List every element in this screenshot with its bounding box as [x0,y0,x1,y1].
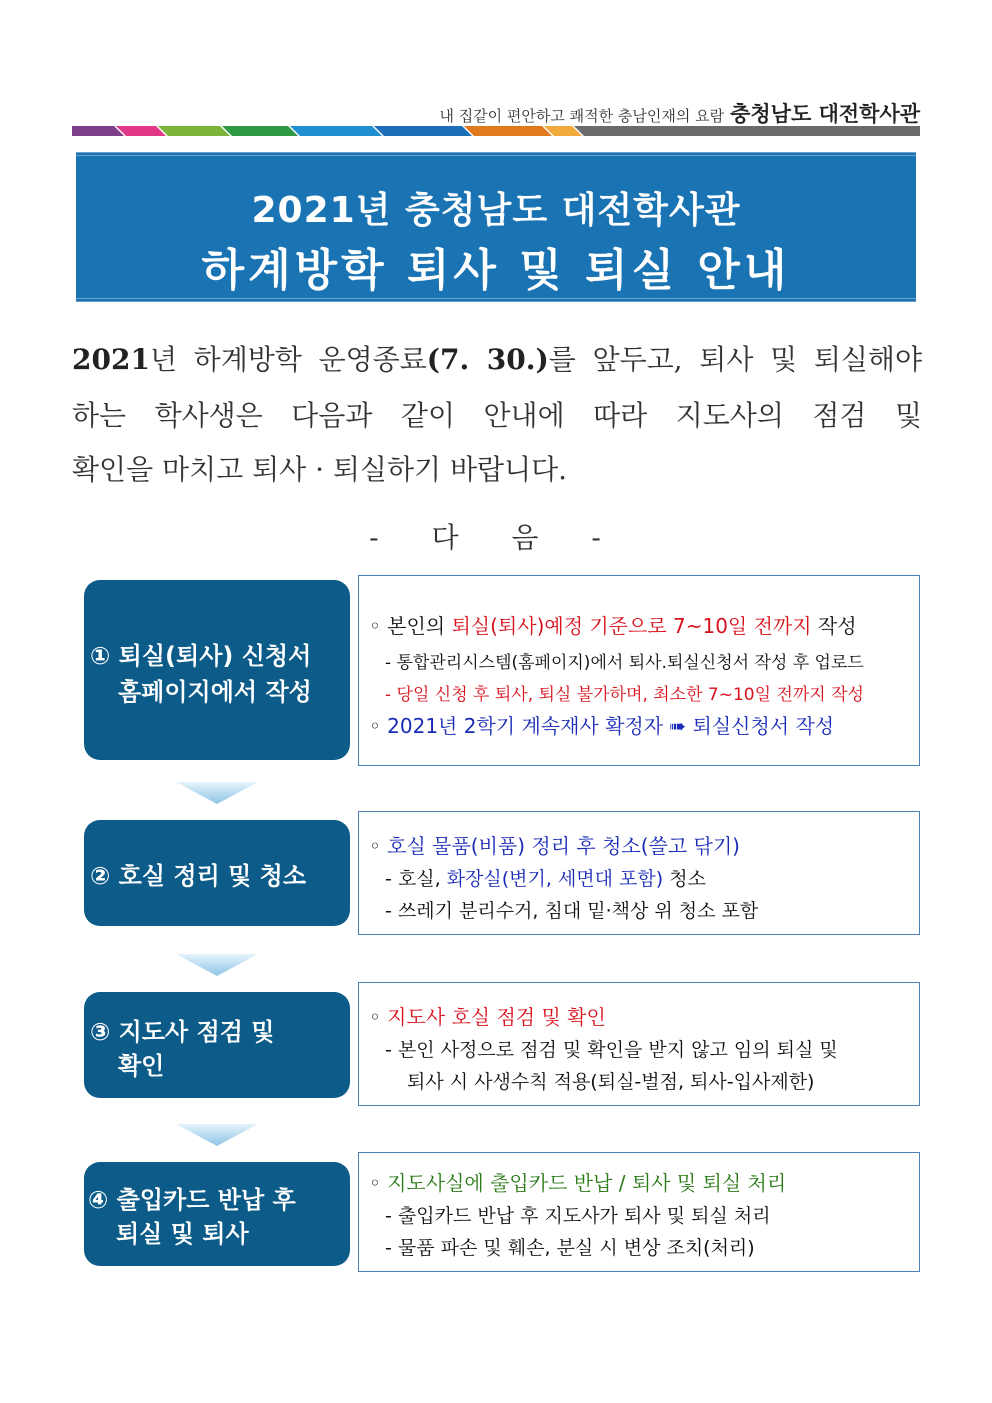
step1-label-line1: ① 퇴실(퇴사) 신청서 [90,642,312,670]
step1-extra-line [369,710,834,739]
banner-title-line1: 2021년 충청남도 대전학사관 [251,190,741,231]
bullet-mark: ◦ [369,1005,381,1029]
down-arrow-icon [176,954,258,976]
step3-label-box [84,992,350,1098]
step1-main-post: 작성 [811,614,857,638]
banner-title-line2: 하계방학 퇴사 및 퇴실 안내 [201,245,791,296]
step4-main-line [369,1167,786,1196]
step3-main-line [369,1001,606,1030]
step1-description-box [358,575,920,766]
decorative-color-stripe [72,124,920,138]
step4-sub-line2: - 물품 파손 및 훼손, 분실 시 변상 조치(처리) [385,1237,755,1259]
step2-sub1-pre: - 호실, [385,868,447,890]
step2-sub-line1 [385,864,706,891]
intro-line-1 [72,338,922,378]
step3-main-text: 지도사 호실 점검 및 확인 [387,1005,606,1029]
intro-year: 2021 [72,343,150,376]
step1-label-line2: 홈페이지에서 작성 [118,678,312,706]
step3-label-line2: 확인 [118,1052,165,1080]
step2-main-text: 호실 물품(비품) 정리 후 청소(쓸고 닦기) [387,834,740,858]
step1-sub-line1: - 통합관리시스템(홈페이지)에서 퇴사.퇴실신청서 작성 후 업로드 [385,653,864,673]
step4-label-line2: 퇴실 및 퇴사 [116,1220,249,1248]
step2-sub-line2: - 쓰레기 분리수거, 침대 밑·책상 위 청소 포함 [385,900,759,922]
bullet-mark: ◦ [369,614,381,638]
step1-main-line [369,610,857,639]
step1-sub-line2: - 당일 신청 후 퇴사, 퇴실 불가하며, 최소한 7~10일 전까지 작성 [385,685,864,705]
step2-main-line [369,830,740,859]
step2-label-box [84,820,350,926]
down-arrow-icon [176,1124,258,1146]
step2-sub1-highlight: 화장실(변기, 세면대 포함) [446,868,664,890]
step2-label-line1: ② 호실 정리 및 청소 [90,862,307,890]
intro-line-2: 하는 학사생은 다음과 같이 안내에 따라 지도사의 점검 및 [72,399,922,432]
step1-main-pre: 본인의 [387,614,452,638]
section-heading: - 다 음 - [369,521,623,554]
step4-label-box [84,1162,350,1266]
bullet-mark: ◦ [369,834,381,858]
step3-label-line1: ③ 지도사 점검 및 [90,1018,275,1046]
intro-line-3: 확인을 마치고 퇴사 · 퇴실하기 바랍니다. [72,453,568,486]
brand-name: 충청남도 대전학사관 [730,102,920,126]
intro-text-a: 년 하계방학 운영종료 [149,343,427,376]
step3-description-box [358,982,920,1106]
step4-main-text: 지도사실에 출입카드 반납 / 퇴사 및 퇴실 처리 [387,1171,787,1195]
step1-extra-text: 2021년 2학기 계속재사 확정자 ➠ 퇴실신청서 작성 [387,714,835,738]
down-arrow-icon [176,782,258,804]
step4-label-line1: ④ 출입카드 반납 후 [88,1186,296,1214]
step3-sub-line1: - 본인 사정으로 점검 및 확인을 받지 않고 임의 퇴실 및 [385,1039,838,1061]
step1-main-deadline: 퇴실(퇴사)예정 기준으로 7~10일 전까지 [451,614,812,638]
bullet-mark: ◦ [369,1171,381,1195]
intro-text-b: 를 앞두고, 퇴사 및 퇴실해야 [548,343,923,376]
step3-sub-line2: 퇴사 시 사생수칙 적용(퇴실-벌점, 퇴사-입사제한) [407,1071,815,1093]
tagline-text: 내 집같이 편안하고 쾌적한 충남인재의 요람 [439,107,725,125]
step2-sub1-post: 청소 [663,868,706,890]
bullet-mark: ◦ [369,714,381,738]
step2-description-box [358,811,920,935]
intro-date: (7. 30.) [426,343,549,376]
step1-label-box [84,580,350,760]
step4-sub-line1: - 출입카드 반납 후 지도사가 퇴사 및 퇴실 처리 [385,1205,771,1227]
title-banner [76,152,916,302]
step4-description-box [358,1152,920,1272]
